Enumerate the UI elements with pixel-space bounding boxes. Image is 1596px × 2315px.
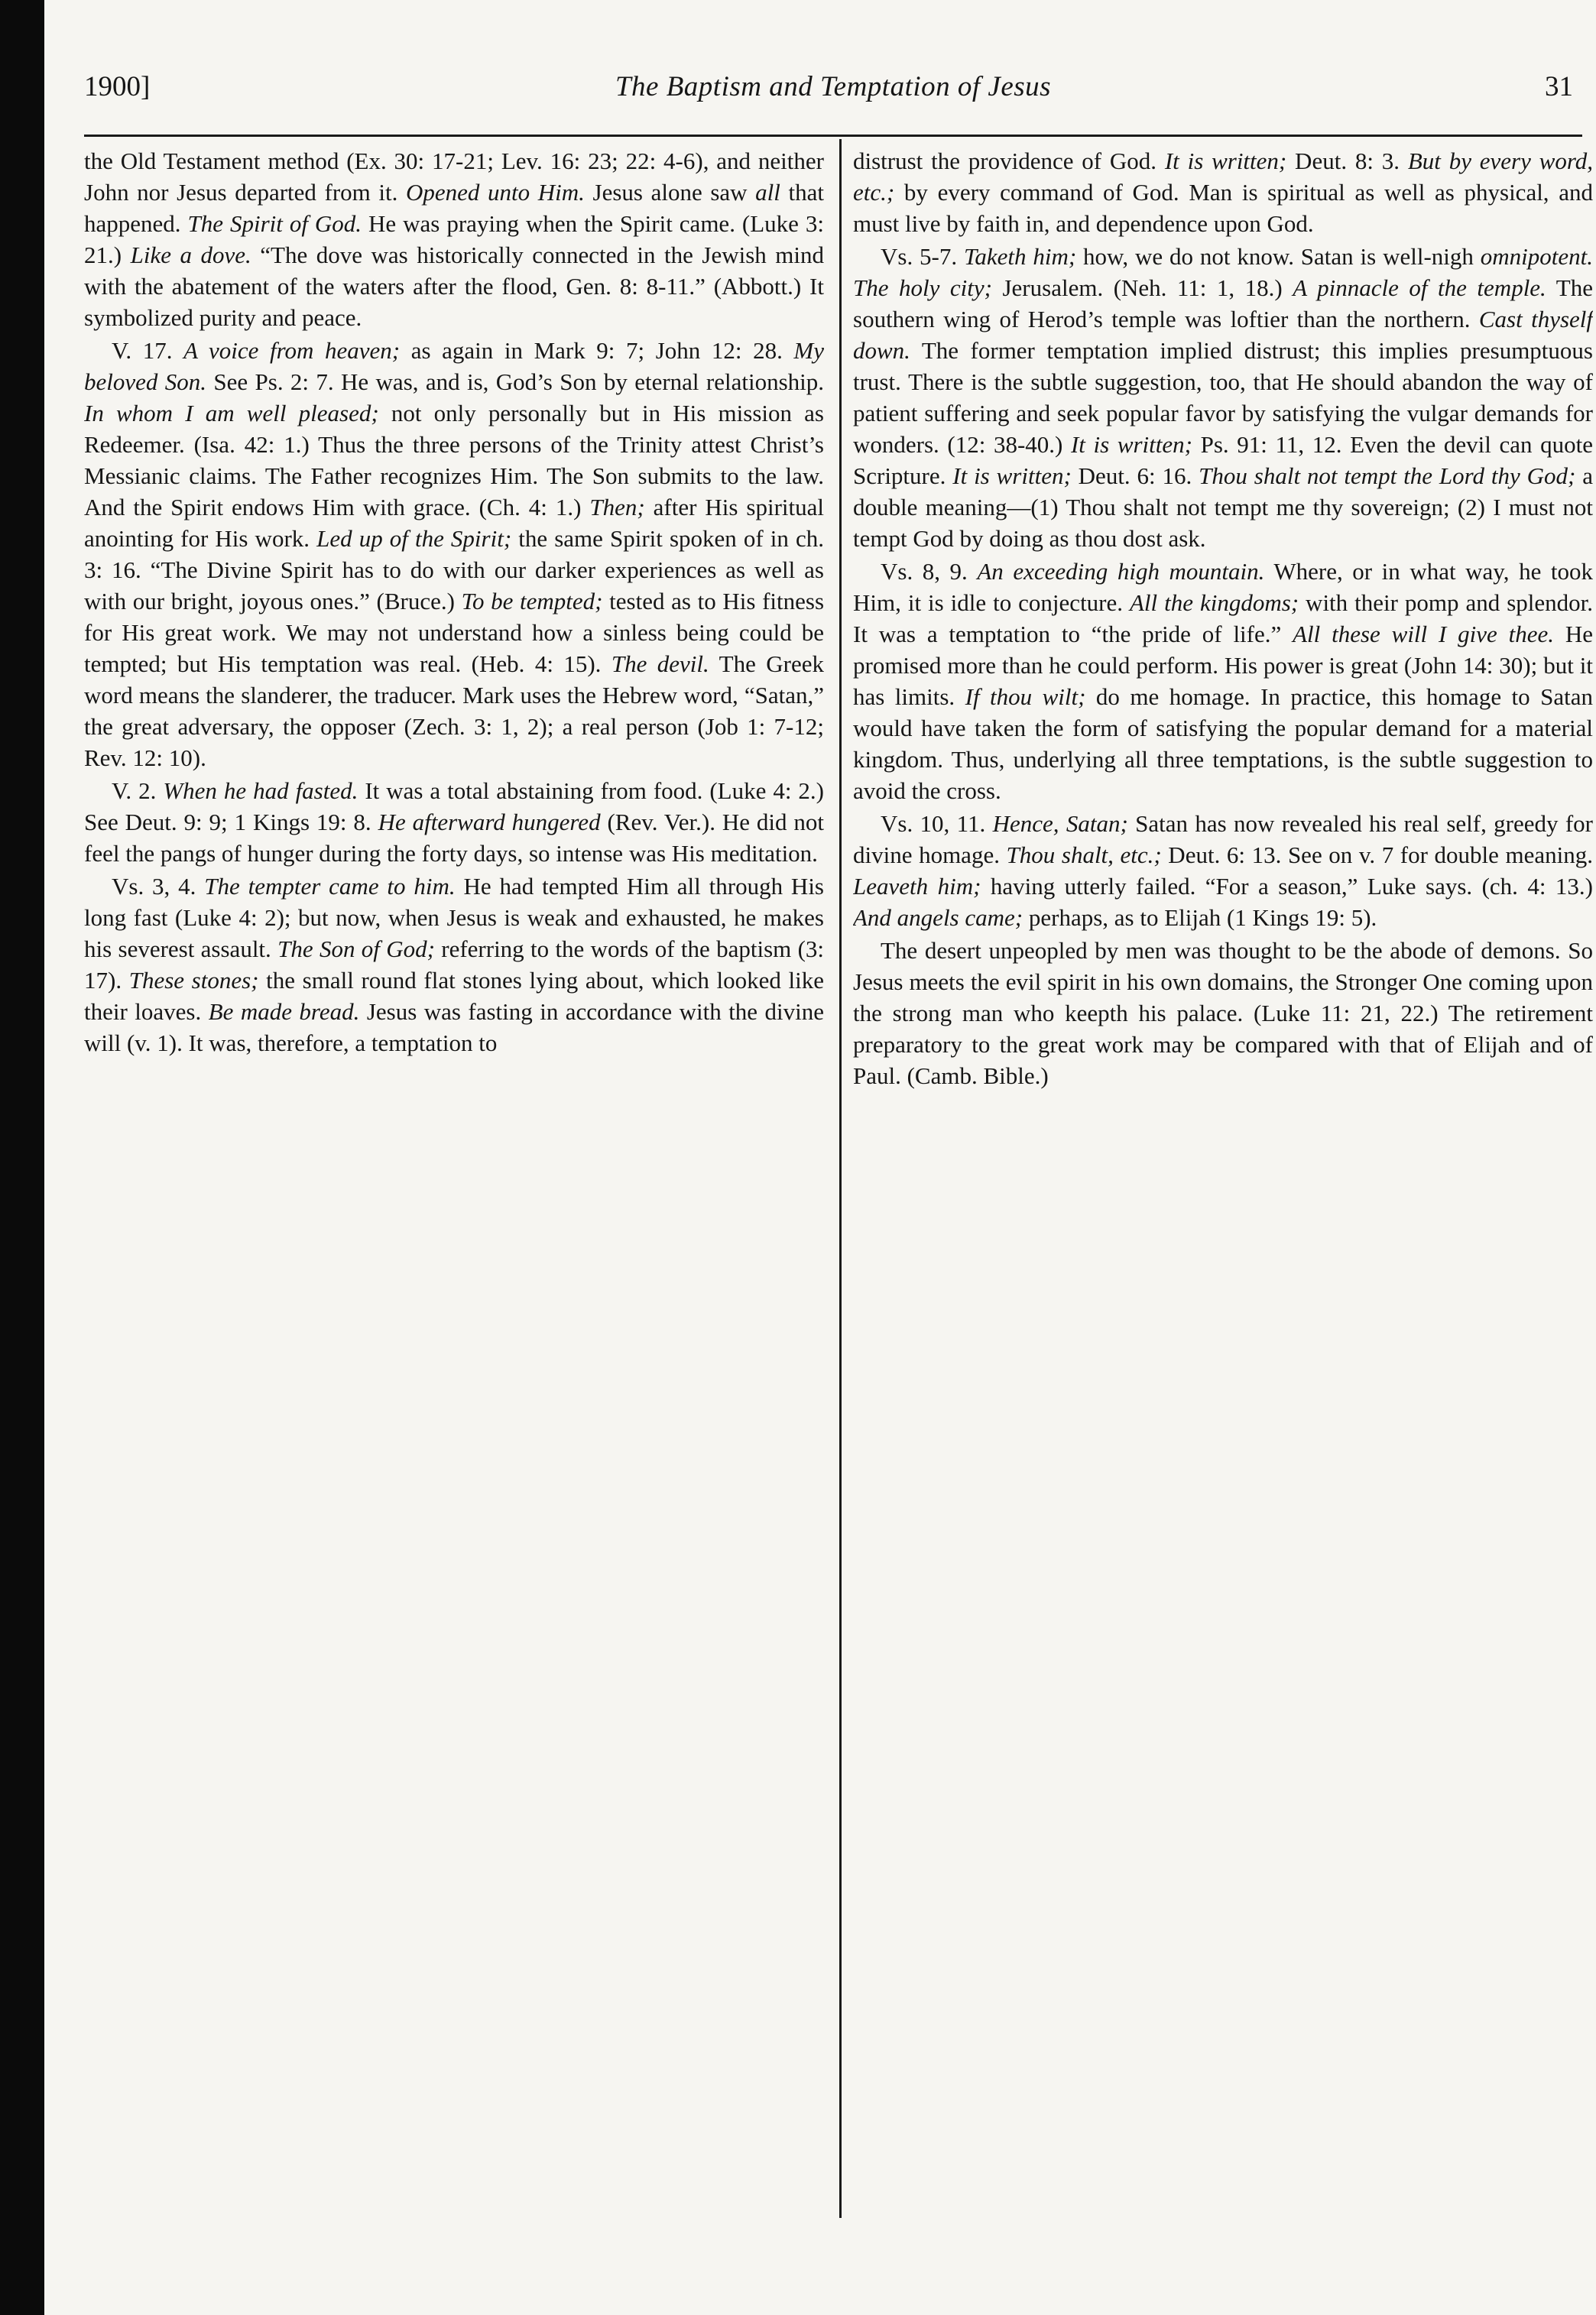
italic-phrase: Thou shalt, etc.; [1006, 841, 1162, 868]
text-run: The former temptation implied distrust; this implies presumptuous trust. There is the subtle suggestion, too, that He should abandon the way of patient suffering and seek popular favor by satisfying the vulgar demands for wonders. (12: 38-40.) [853, 337, 1593, 458]
text-run: having utterly failed. “For a season,” Luke says. (ch. 4: 13.) [981, 873, 1593, 900]
italic-phrase: An exceeding high mountain. [977, 558, 1265, 585]
italic-phrase: Taketh him; [963, 243, 1077, 270]
italic-phrase: The tempter came to him. [204, 873, 456, 900]
text-run: He had tempted Him all through His long fast (Luke 4: 2); but now, when Jesus is weak and exhausted, he makes his severest assault. [84, 873, 824, 962]
italic-phrase: And angels came; [853, 904, 1023, 931]
paragraph [853, 556, 1593, 806]
text-run: Vs. 3, 4. [112, 873, 205, 900]
text-run: with their pomp and splendor. It was a temptation to “the pride of life.” [853, 589, 1593, 647]
paragraph [84, 871, 824, 1059]
italic-phrase: When he had fasted. [163, 777, 358, 804]
text-run: The desert unpeopled by men was thought to be the abode of demons. So Jesus meets the evil spirit in his own domains, the Stronger One coming upon the strong man who keepth his palace. (Luke 11: 21, 22.) The retirement preparatory to the great work may be compared with that of Elijah and of Paul. (Camb. Bible.) [853, 937, 1593, 1089]
italic-phrase: Cast thyself down. [853, 306, 1593, 364]
italic-phrase: Leaveth him; [853, 873, 981, 900]
italic-phrase: If thou wilt; [965, 683, 1086, 710]
italic-phrase: My beloved Son. [84, 337, 824, 395]
italic-phrase: Like a dove. [130, 242, 251, 268]
text-run: The Greek word means the slanderer, the traducer. Mark uses the Hebrew word, “Satan,” the great adversary, the opposer (Zech. 3: 1, 2); a real person (Job 1: 7-12; Rev. 12: 10). [84, 650, 824, 771]
text-run: Jesus was fasting in accordance with the divine will (v. 1). It was, therefore, a temptation to [84, 998, 824, 1056]
italic-phrase: Hence, Satan; [992, 810, 1128, 837]
text-run: do me homage. In practice, this homage to Satan would have taken the form of satisfying the popular demand for a material kingdom. Thus, underlying all three temptations, is the subtle suggestion to avoid the cross. [853, 683, 1593, 804]
header-year: 1900] [84, 71, 151, 102]
header-title: The Baptism and Temptation of Jesus [615, 71, 1052, 102]
italic-phrase: Be made bread. [208, 998, 360, 1025]
paragraph [853, 808, 1593, 933]
text-run: as again in Mark 9: 7; John 12: 28. [400, 337, 794, 364]
text-run: not only personally but in His mission as Redeemer. (Isa. 42: 1.) Thus the three persons of the Trinity attest Christ’s Messianic claims. The Father recognizes Him. The Son submits to the law. And the Spirit endows Him with grace. (Ch. 4: 1.) [84, 400, 824, 520]
italic-phrase: A pinnacle of the temple. [1293, 274, 1546, 301]
paragraph [84, 335, 824, 773]
text-run: after His spiritual anointing for His work. [84, 494, 824, 552]
text-run: Ps. 91: 11, 12. Even the devil can quote Scripture. [853, 431, 1593, 489]
text-run: by every command of God. Man is spiritual as well as physical, and must live by faith in, and dependence upon God. [853, 179, 1593, 237]
italic-phrase: These stones; [128, 967, 259, 994]
text-run: Deut. 8: 3. [1286, 148, 1408, 174]
italic-phrase: The devil. [611, 650, 709, 677]
text-run: distrust the providence of God. [853, 148, 1165, 174]
text-run: “The dove was historically connected in the Jewish mind with the abatement of the waters after the flood, Gen. 8: 8-11.” (Abbott.) It symbolized purity and peace. [84, 242, 824, 331]
text-run: Where, or in what way, he took Him, it is idle to conjecture. [853, 558, 1593, 616]
text-run: Vs. 10, 11. [881, 810, 993, 837]
paragraph [853, 145, 1593, 239]
page-number: 31 [1545, 71, 1573, 102]
text-run: Jerusalem. (Neh. 11: 1, 18.) [991, 274, 1293, 301]
italic-phrase: The Spirit of God. [187, 210, 362, 237]
text-run: Vs. 8, 9. [881, 558, 978, 585]
text-run: He was praying when the Spirit came. (Luke 3: 21.) [84, 210, 824, 268]
italic-phrase: The Son of God; [277, 935, 435, 962]
italic-phrase: To be tempted; [461, 588, 603, 614]
italic-phrase: all [755, 179, 780, 206]
paragraph [84, 775, 824, 869]
text-run: that happened. [84, 179, 824, 237]
italic-phrase: All these will I give thee. [1293, 621, 1554, 647]
italic-phrase: Led up of the Spirit; [316, 525, 512, 552]
italic-phrase: Opened unto Him. [406, 179, 585, 206]
text-run: a double meaning—(1) Thou shalt not tempt me thy sovereign; (2) I must not tempt God by doing as thou dost ask. [853, 462, 1593, 552]
book-binding-edge [0, 0, 44, 2315]
text-run: Deut. 6: 13. See on v. 7 for double meaning. [1161, 841, 1593, 868]
text-run: the Old Testament method (Ex. 30: 17-21; Lev. 16: 23; 22: 4-6), and neither John nor Jesus departed from it. [84, 148, 824, 206]
paragraph [853, 935, 1593, 1091]
italic-phrase: It is written; [952, 462, 1072, 489]
italic-phrase: It is written; [1164, 148, 1287, 174]
italic-phrase: Thou shalt not tempt the Lord thy God; [1199, 462, 1576, 489]
text-run: Deut. 6: 16. [1071, 462, 1199, 489]
italic-phrase: A voice from heaven; [183, 337, 401, 364]
left-column [84, 145, 824, 2239]
text-run: V. 2. [112, 777, 164, 804]
column-divider [839, 139, 842, 2218]
text-run: The southern wing of Herod’s temple was loftier than the northern. [853, 274, 1593, 332]
text-run: how, we do not know. Satan is well-nigh [1076, 243, 1481, 270]
text-run: tested as to His fitness for His great work. We may not understand how a sinless being could be tempted; but His temptation was real. (Heb. 4: 15). [84, 588, 824, 677]
text-run: perhaps, as to Elijah (1 Kings 19: 5). [1023, 904, 1377, 931]
italic-phrase: omnipotent. [1480, 243, 1593, 270]
paragraph [853, 241, 1593, 554]
text-run: the small round flat stones lying about, which looked like their loaves. [84, 967, 824, 1025]
italic-phrase: But by every word, etc.; [853, 148, 1593, 206]
text-run: See Ps. 2: 7. He was, and is, God’s Son by eternal relationship. [206, 368, 824, 395]
italic-phrase: The holy city; [853, 274, 992, 301]
text-run: Satan has now revealed his real self, greedy for divine homage. [853, 810, 1593, 868]
text-run: Jesus alone saw [584, 179, 756, 206]
right-column [853, 145, 1593, 2239]
text-run: Vs. 5-7. [881, 243, 964, 270]
book-page [84, 53, 1593, 2300]
text-run: He promised more than he could perform. His power is great (John 14: 30); but it has limits. [853, 621, 1593, 710]
italic-phrase: In whom I am well pleased; [84, 400, 379, 426]
text-run: referring to the words of the baptism (3: 17). [84, 935, 824, 994]
italic-phrase: He afterward hungered [378, 809, 601, 835]
text-run: V. 17. [112, 337, 184, 364]
text-run: (Rev. Ver.). He did not feel the pangs of hunger during the forty days, so intense was His meditation. [84, 809, 824, 867]
italic-phrase: It is written; [1070, 431, 1192, 458]
text-run: the same Spirit spoken of in ch. 3: 16. “The Divine Spirit has to do with our darker experiences as well as with our bright, joyous ones.” (Bruce.) [84, 525, 824, 614]
running-header [84, 53, 1582, 115]
italic-phrase: All the kingdoms; [1129, 589, 1299, 616]
paragraph [84, 145, 824, 333]
header-rule [84, 135, 1582, 137]
text-run: It was a total abstaining from food. (Luke 4: 2.) See Deut. 9: 9; 1 Kings 19: 8. [84, 777, 824, 835]
italic-phrase: Then; [589, 494, 645, 520]
